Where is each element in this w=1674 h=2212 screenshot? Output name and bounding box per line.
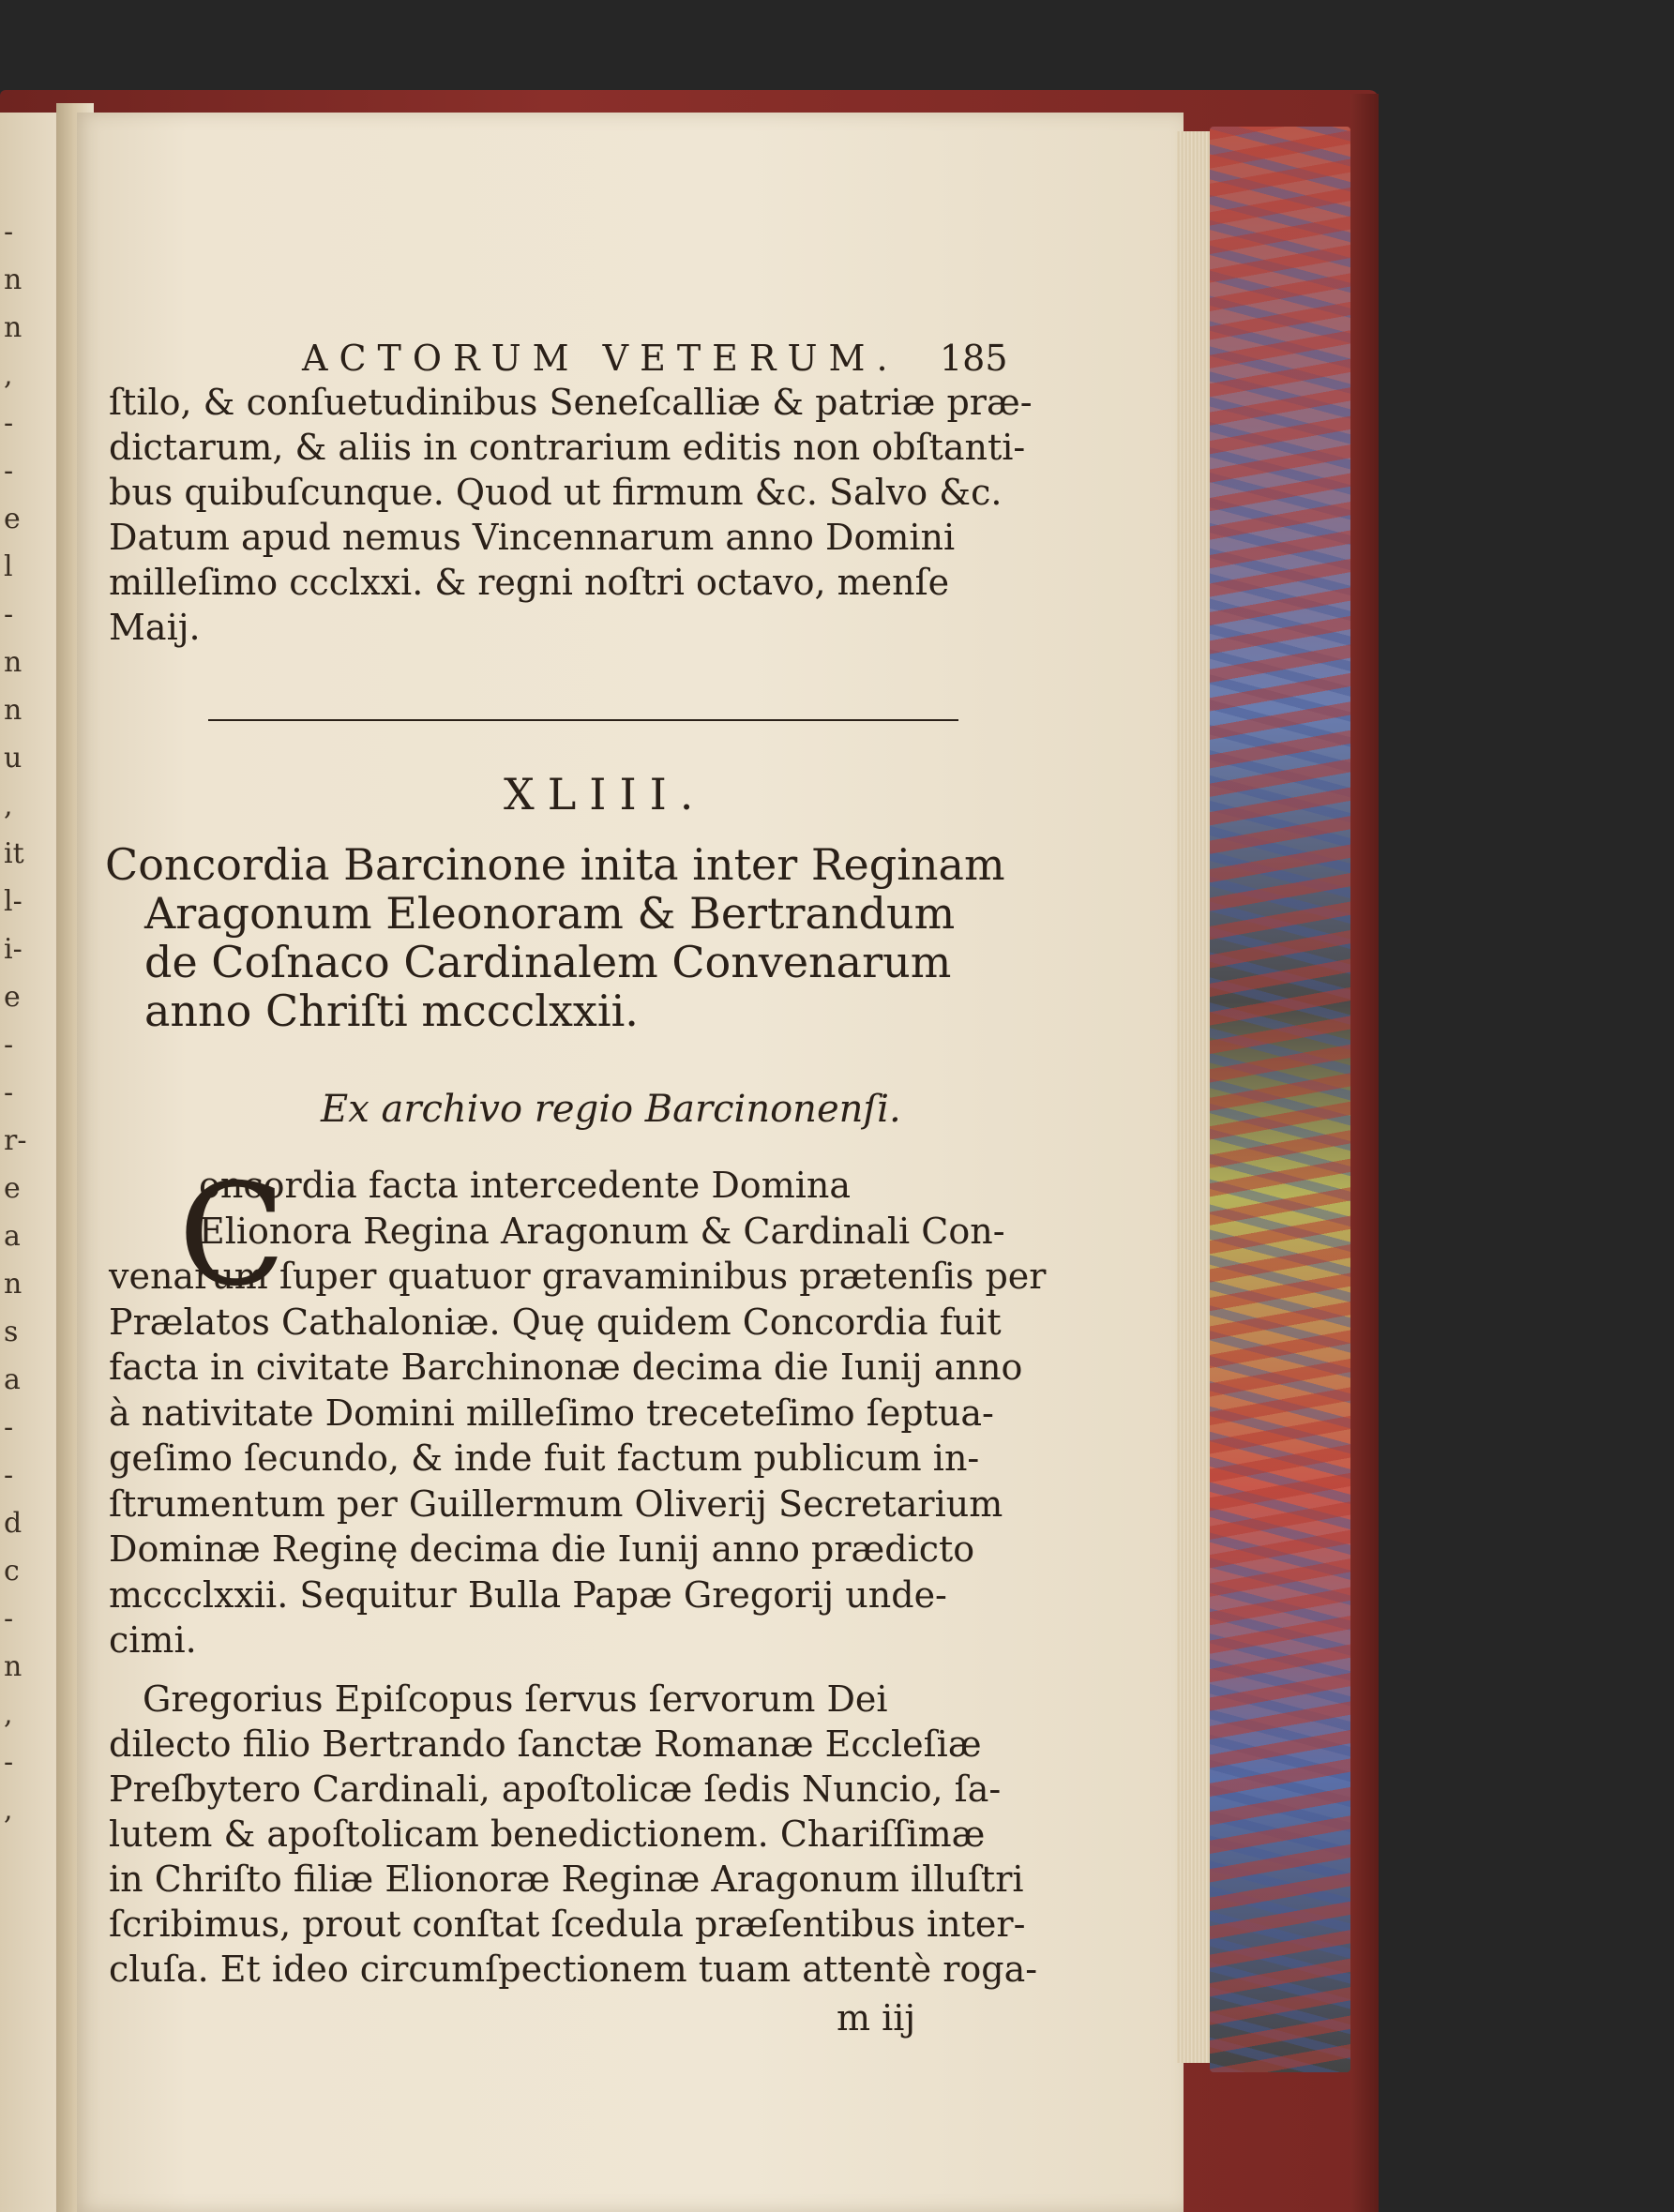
text-line: ſtilo, & conſuetudinibus Seneſcalliæ & patriæ præ-	[109, 382, 1033, 423]
title-line: anno Chriſti mccclxxii.	[144, 986, 639, 1036]
left-page-fragment: n	[4, 311, 23, 344]
text-line: ſtrumentum per Guillermum Oliverij Secretarium	[109, 1482, 1003, 1525]
text-line: cluſa. Et ideo circumſpectionem tuam attentè roga-	[109, 1949, 1038, 1990]
text-line: venarum ſuper quatuor gravaminibus prætenſis per	[109, 1256, 1047, 1297]
page-number: 185	[940, 338, 1008, 379]
text-line: cimi.	[109, 1619, 197, 1661]
left-page-fragment: e	[4, 981, 21, 1014]
section-rule	[208, 719, 958, 721]
text-line: dictarum, & aliis in contrarium editis non obſtanti-	[109, 427, 1026, 468]
cover-edge	[1350, 94, 1379, 2212]
title-line: Aragonum Eleonoram & Bertrandum	[144, 888, 956, 939]
left-page-fragment: s	[4, 1316, 19, 1348]
text-line: Elionora Regina Aragonum & Cardinali Con-	[199, 1210, 1005, 1252]
text-line: à nativitate Domini milleſimo treceteſimo ſeptua-	[109, 1392, 994, 1434]
left-page-fragment: i-	[4, 933, 23, 966]
left-page-fragment: n	[4, 263, 23, 296]
text-line: Datum apud nemus Vincennarum anno Domini	[109, 517, 956, 558]
text-line: Prælatos Cathaloniæ. Quę quidem Concordia fuit	[109, 1301, 1002, 1343]
left-page-fragment: ,	[4, 1698, 13, 1731]
text-line: milleſimo ccclxxi. & regni noſtri octavo, menſe	[109, 562, 950, 603]
text-line: ſcribimus, prout conſtat ſcedula præſentibus inter-	[109, 1904, 1026, 1945]
text-line: bus quibuſcunque. Quod ut firmum &c. Salvo &c.	[109, 472, 1003, 513]
left-page-fragment: n	[4, 1268, 23, 1301]
left-page-fragment: ,	[4, 1794, 13, 1827]
right-page	[77, 113, 1184, 2212]
source-line: Ex archivo regio Barcinonenſi.	[321, 1088, 901, 1131]
section-number: XLIII.	[504, 769, 707, 820]
text-line: Gregorius Epiſcopus ſervus ſervorum Dei	[143, 1678, 888, 1720]
drop-cap: C	[178, 1154, 286, 1317]
left-page-fragment: -	[4, 598, 14, 631]
left-page-fragment: -	[4, 1076, 14, 1109]
left-page-fragment: -	[4, 1603, 14, 1635]
text-line: dilecto filio Bertrando ſanctæ Romanæ Eccleſiæ	[109, 1723, 982, 1765]
left-page-fragment: l	[4, 550, 13, 583]
left-page-fragment: n	[4, 646, 23, 679]
left-page-fragment: r-	[4, 1124, 27, 1157]
left-page-fragment: ,	[4, 359, 13, 392]
left-page-fragment: l-	[4, 885, 23, 918]
marbled-fore-edge	[1210, 127, 1350, 2072]
running-head: ACTORUM VETERUM.	[302, 338, 899, 379]
left-page-fragment: it	[4, 837, 24, 870]
left-page-fragment: -	[4, 1746, 14, 1779]
left-page-fragment: ,	[4, 790, 13, 822]
left-page-fragment: -	[4, 1029, 14, 1061]
text-line: Dominæ Reginę decima die Iunij anno prædicto	[109, 1528, 975, 1570]
text-line: Maij.	[109, 607, 201, 648]
left-page-fragment: a	[4, 1363, 21, 1396]
left-page-fragment: -	[4, 1459, 14, 1492]
left-page-fragment: e	[4, 1172, 21, 1205]
left-page-fragment: d	[4, 1507, 23, 1540]
text-line: lutem & apoſtolicam benedictionem. Chariſſimæ	[109, 1813, 986, 1855]
left-page-fragment: n	[4, 694, 23, 727]
left-page-fragment: -	[4, 1411, 14, 1444]
left-page-fragment: a	[4, 1220, 21, 1253]
title-line: de Coſnaco Cardinalem Convenarum	[144, 937, 952, 987]
text-line: oncordia facta intercedente Domina	[199, 1165, 852, 1206]
left-page-fragment: -	[4, 216, 14, 248]
left-page-fragment: -	[4, 455, 14, 488]
title-line: Concordia Barcinone inita inter Reginam	[105, 839, 1005, 890]
left-page-text-fragments	[0, 216, 28, 1904]
text-line: geſimo ſecundo, & inde fuit factum publicum in-	[109, 1437, 980, 1479]
text-line: mccclxxii. Sequitur Bulla Papæ Gregorij unde-	[109, 1573, 947, 1616]
left-page-fragment: c	[4, 1555, 20, 1588]
text-line: in Chriſto filiæ Elionoræ Reginæ Aragonum illuſtri	[109, 1858, 1024, 1900]
left-page-fragment: e	[4, 503, 21, 535]
signature-mark: m iij	[837, 1997, 916, 2039]
text-line: facta in civitate Barchinonæ decima die Iunij anno	[109, 1347, 1023, 1388]
left-page-fragment: -	[4, 407, 14, 440]
left-page-fragment: n	[4, 1650, 23, 1683]
text-line: Preſbytero Cardinali, apoſtolicæ ſedis Nuncio, ſa-	[109, 1768, 1002, 1810]
left-page-fragment: u	[4, 742, 23, 775]
